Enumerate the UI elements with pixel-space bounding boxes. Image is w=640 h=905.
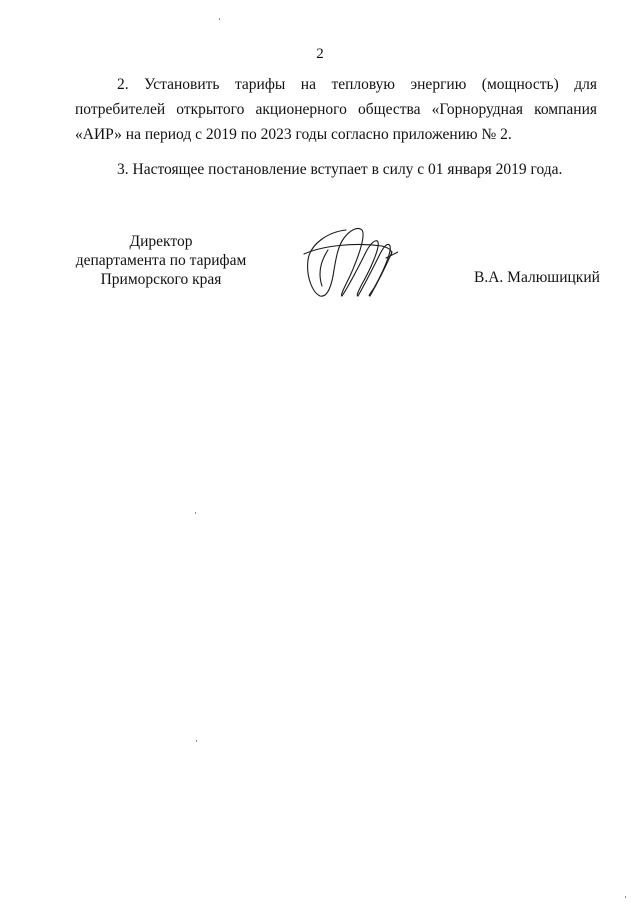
signatory-title-line-1: Директор: [129, 233, 193, 250]
signatory-title-line-3: Приморского края: [100, 271, 222, 288]
signatory-title-line-2: департамента по тарифам: [75, 252, 247, 269]
handwritten-signature: [298, 218, 398, 300]
scan-speck: [219, 18, 220, 20]
signatory-title: [66, 232, 256, 289]
signer-name: В.А. Малюшицкий: [474, 269, 600, 286]
paragraph-tariff-establishment: 2. Установить тарифы на тепловую энергию (мощность) для потребителей открытого акционерного общества «Горнорудная компания «АИР» на период с 2019 по 2023 годы согласно приложению № 2.: [75, 76, 597, 143]
scan-speck: [625, 896, 626, 898]
page-number: 2: [316, 46, 324, 62]
paragraph-effective-date: 3. Настоящее постановление вступает в силу с 01 января 2019 года.: [117, 161, 563, 178]
scan-speck: [196, 740, 197, 742]
scan-speck: [195, 512, 196, 514]
